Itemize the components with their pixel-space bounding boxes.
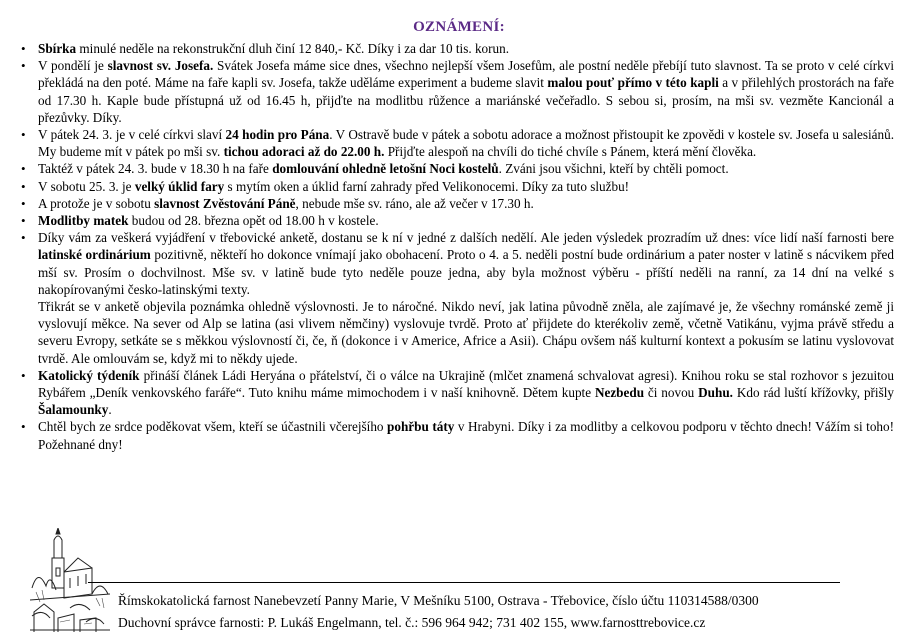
announcement-text: V pátek 24. 3. je v celé církvi slaví 24 hodin pro Pána. V Ostravě bude v pátek a sobotu adorace a možnost přistoupit ke zpovědi v kostele sv. Josefa u salesiánů. My budeme mít v pátek po mši sv. tichou adoraci až do 22.00 h. Přijďte alespoň na chvíli do tiché chvíle s Pánem, která mění člověka. <box>38 127 894 160</box>
bullet-icon: • <box>21 367 26 383</box>
bullet-icon: • <box>21 161 26 177</box>
announcement-item <box>20 126 894 160</box>
announcement-text: A protože je v sobotu slavnost Zvěstování Páně, nebude mše sv. ráno, ale až večer v 17.30 h. <box>38 195 534 211</box>
bullet-icon: • <box>21 127 26 143</box>
announcement-text: V pondělí je slavnost sv. Josefa. Svátek Josefa máme sice dnes, všechno nejlepší všem Josefům, ale postní neděle přebíjí tuto slavnost. Ta se proto v celé církvi překládá na den poté. Máme na faře kapli sv. Josefa, takže uděláme experiment a budeme slavit malou pouť přímo v této kapli a v přilehlých prostorách na faře od 17.30 h. Kaple bude přístupná už od 16.45 h, přijďte na modlitbu růžence a mariánské večeřadlo. S sebou si, prosím, na mši sv. vezměte Kancionál a přezůvky. Díky. <box>38 58 895 125</box>
announcement-text: Sbírka minulé neděle na rekonstrukční dluh činí 12 840,- Kč. Díky i za dar 10 tis. korun. <box>38 41 510 56</box>
announcement-text: Chtěl bych ze srdce poděkovat všem, kteří se účastnili včerejšího pohřbu táty v Hrabyni. Díky i za modlitby a celkovou podporu v těchto dnech! Vážím si toho! Požehnané dny! <box>38 419 894 452</box>
bullet-icon: • <box>21 195 26 211</box>
announcement-text: V sobotu 25. 3. je velký úklid fary s mytím oken a úklid farní zahrady před Velikonocemi. Díky za tuto službu! <box>38 178 630 194</box>
announcement-text: Katolický týdeník přináší článek Ládi Heryána o přátelství, či o válce na Ukrajině (mlčet znamená schvalovat agresi). Knihou roku se stal rozhovor s jezuitou Rybářem „Deník venkovského faráře“. Tuto knihu máme mimochodem i v naší knihovně. Dětem kupte Nezbedu či novou Duhu. Kdo rád luští křížovky, přišly Šalamounky. <box>38 367 894 418</box>
announcement-item <box>20 418 894 452</box>
announcement-extra-text: Třikrát se v anketě objevila poznámka ohledně výslovnosti. Je to náročné. Nikdo neví, jak latina původně zněla, ale zajímavé je, že všechny románské země ji vyslovují měkce. Na sever od Alp se latina (asi vlivem němčiny) vyslovuje tvrdě. Proto ať přijdete do kterékoliv země, včetně Vatikánu, vyjma právě středu a severu Evropy, setkáte se s měkkou výslovností či, če, ň (dokonce i v Americe, Africe a Asii). Chápu ovšem náš kulturní kontext a pokusím se latinu vyslovovat tvrdě. Ale omlouvám se, když mi to někdy ujede. <box>38 299 894 366</box>
announcement-text: Modlitby matek budou od 28. března opět od 18.00 h v kostele. <box>38 213 379 229</box>
bullet-icon: • <box>21 419 26 435</box>
bullet-icon: • <box>21 230 26 246</box>
announcement-list <box>20 40 894 453</box>
announcement-item <box>20 40 894 57</box>
announcement-item <box>20 367 894 419</box>
bullet-icon: • <box>21 41 26 56</box>
bullet-icon: • <box>21 213 26 229</box>
announcement-item <box>20 212 894 229</box>
announcement-text: Taktéž v pátek 24. 3. bude v 18.30 h na faře domlouvání ohledně letošní Noci kostelů. Zváni jsou všichni, kteří by chtěli pomoct. <box>38 161 729 177</box>
bullet-icon: • <box>21 178 26 194</box>
announcement-item <box>20 57 894 126</box>
church-illustration <box>30 528 110 632</box>
announcement-text: Díky vám za veškerá vyjádření v třebovické anketě, dostanu se k ní v jedné z dalších nedělí. Ale jeden výsledek prozradím už dnes: více lidí naší farnosti bere latinské ordinárium pozitivně, někteří ho dokonce vnímají jako obohacení. Proto o 4. a 5. neděli postní bude ordinárium a pater noster v latině s nácvikem před mší sv. Prosím o dochvilnost. Mše sv. v latině bude tyto neděle pouze jedna, aby byla možnost výběru - příští neděli na ranní, za 14 dní na velké s nakopírovanými česko-latinskými texty. <box>38 230 894 297</box>
announcement-item <box>20 178 894 195</box>
announcement-item <box>20 160 894 177</box>
bullet-icon: • <box>21 58 26 74</box>
page-title: OZNÁMENÍ: <box>413 19 505 35</box>
footer-divider <box>88 582 840 583</box>
announcement-item <box>20 229 894 367</box>
footer-contact-info: Duchovní správce farnosti: P. Lukáš Engelmann, tel. č.: 596 964 942; 731 402 155, www.farnosttrebovice.cz <box>118 615 706 630</box>
announcement-item <box>20 195 894 212</box>
footer-parish-info: Římskokatolická farnost Nanebevzetí Panny Marie, V Mešníku 5100, Ostrava - Třebovice, číslo účtu 110314588/0300 <box>118 593 759 608</box>
